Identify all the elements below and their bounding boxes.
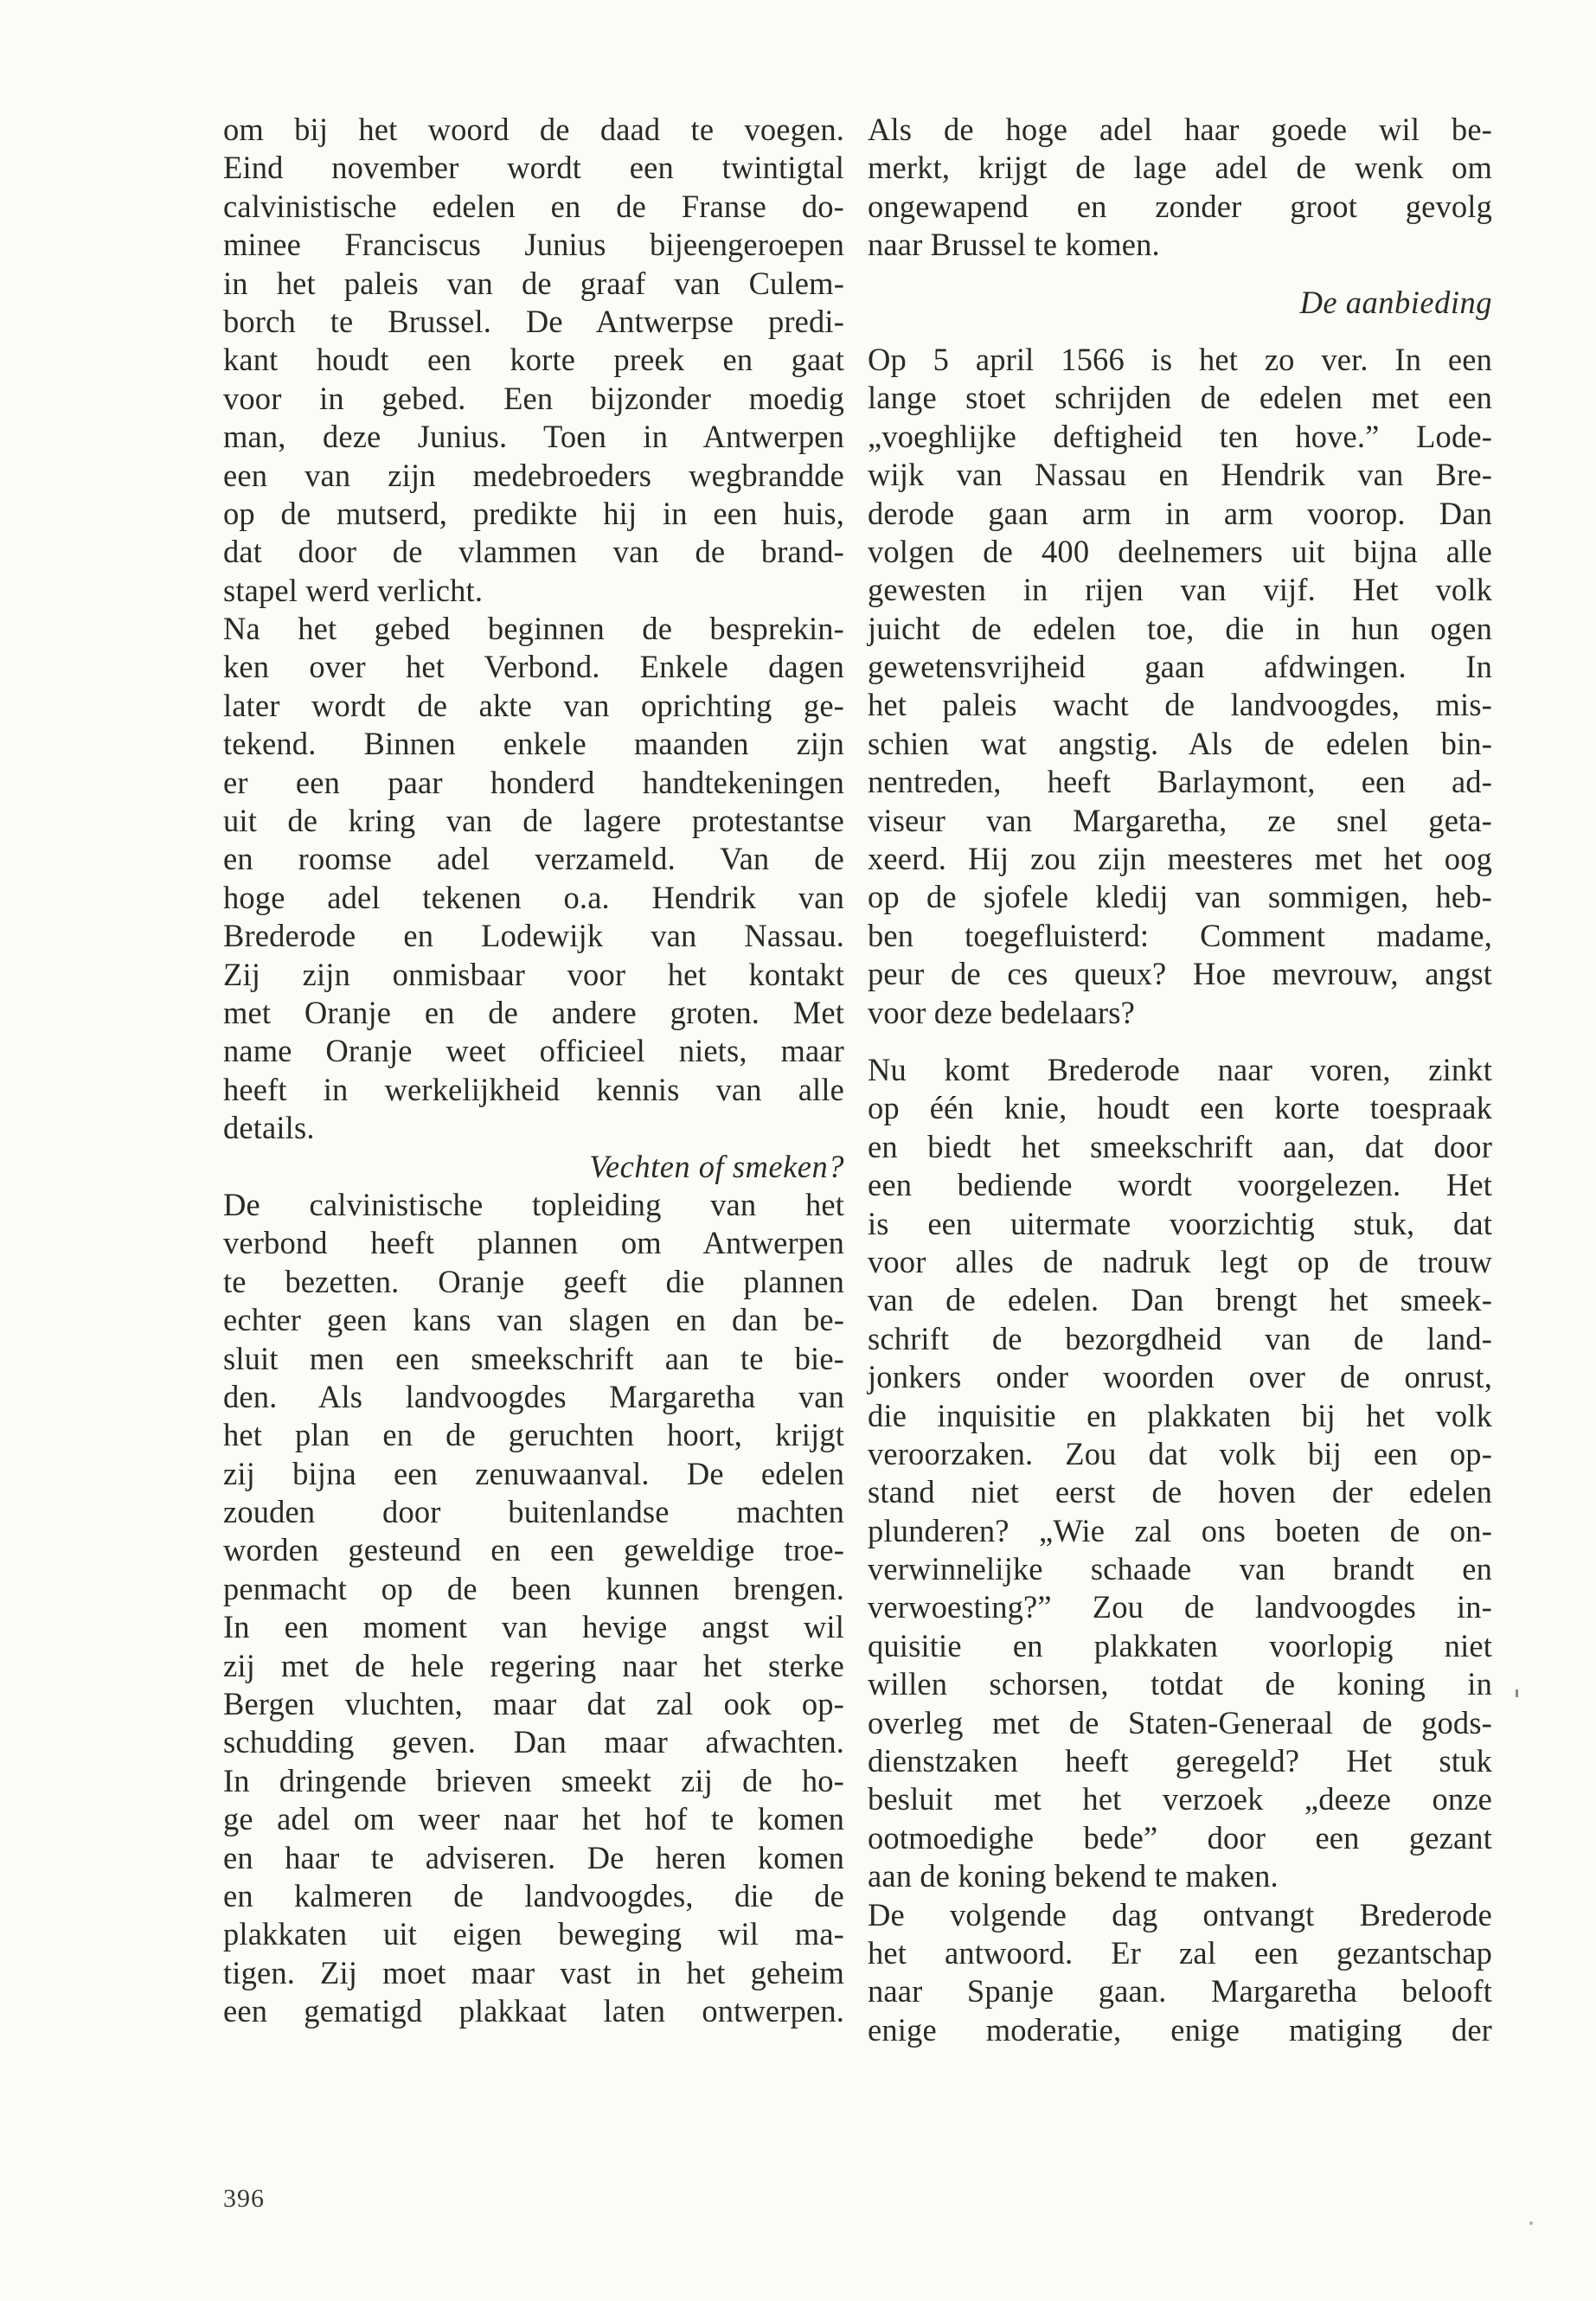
text-line: wijk van Nassau en Hendrik van Bre- — [868, 457, 1492, 493]
paragraph-gap — [868, 322, 1492, 341]
text-line: een bediende wordt voorgelezen. Het — [868, 1167, 1492, 1203]
text-line: dat door de vlammen van de brand- — [223, 534, 844, 570]
text-line: plakkaten uit eigen beweging wil ma- — [223, 1916, 844, 1952]
text-line: willen schorsen, totdat de koning in — [868, 1666, 1492, 1702]
text-line: Brederode en Lodewijk van Nassau. — [223, 918, 844, 954]
margin-dot — [1529, 2221, 1533, 2225]
text-line: een van zijn medebroeders wegbrandde — [223, 457, 844, 493]
text-line: sluit men een smeekschrift aan te bie- — [223, 1340, 844, 1376]
text-line: echter geen kans van slagen en dan be- — [223, 1302, 844, 1338]
text-line: uit de kring van de lagere protestantse — [223, 803, 844, 839]
text-line: schudding geven. Dan maar afwachten. — [223, 1724, 844, 1760]
text-line: viseur van Margaretha, ze snel geta- — [868, 802, 1492, 838]
text-line: penmacht op de been kunnen brengen. — [223, 1570, 844, 1606]
text-line: De calvinistische topleiding van het — [223, 1186, 844, 1222]
section-heading: De aanbieding — [1299, 284, 1492, 320]
text-line: en kalmeren de landvoogdes, die de — [223, 1877, 844, 1913]
text-line: stapel werd verlicht. — [223, 572, 484, 608]
text-line: verwinnelijke schaade van brandt en — [868, 1551, 1492, 1587]
text-line: voor in gebed. Een bijzonder moedig — [223, 380, 844, 416]
text-line: gewesten in rijen van vijf. Het volk — [868, 572, 1492, 608]
text-line: later wordt de akte van oprichting ge- — [223, 687, 844, 723]
text-line: besluit met het verzoek „deeze onze — [868, 1781, 1492, 1817]
text-line: is een uitermate voorzichtig stuk, dat — [868, 1205, 1492, 1241]
page-number: 396 — [223, 2184, 265, 2213]
text-line: Bergen vluchten, maar dat zal ook op- — [223, 1686, 844, 1722]
text-line: verwoesting?” Zou de landvoogdes in- — [868, 1589, 1492, 1625]
text-line: tigen. Zij moet maar vast in het geheim — [223, 1954, 844, 1990]
text-line: stand niet eerst de hoven der edelen — [868, 1474, 1492, 1510]
text-line: kant houdt een korte preek en gaat — [223, 342, 844, 378]
text-line: met Oranje en de andere groten. Met — [223, 994, 844, 1030]
text-line: name Oranje weet officieel niets, maar — [223, 1033, 844, 1069]
margin-mark — [1516, 1689, 1518, 1697]
text-line: ootmoedighe bede” door een gezant — [868, 1819, 1492, 1856]
text-line: naar Spanje gaan. Margaretha belooft — [868, 1973, 1492, 2009]
text-line: het paleis wacht de landvoogdes, mis- — [868, 687, 1492, 723]
text-line: en roomse adel verzameld. Van de — [223, 841, 844, 877]
text-line: zouden door buitenlandse machten — [223, 1494, 844, 1530]
text-line: den. Als landvoogdes Margaretha van — [223, 1378, 844, 1414]
text-line: het plan en de geruchten hoort, krijgt — [223, 1417, 844, 1453]
text-line: te bezetten. Oranje geeft die plannen — [223, 1263, 844, 1299]
text-line: xeerd. Hij zou zijn meesteres met het oog — [868, 841, 1492, 877]
text-line: een gematigd plakkaat laten ontwerpen. — [223, 1993, 844, 2029]
text-line: borch te Brussel. De Antwerpse predi- — [223, 303, 844, 339]
text-line: merkt, krijgt de lage adel de wenk om — [868, 150, 1492, 186]
text-line: details. — [223, 1110, 315, 1146]
text-line: man, deze Junius. Toen in Antwerpen — [223, 419, 844, 455]
text-line: veroorzaken. Zou dat volk bij een op- — [868, 1435, 1492, 1471]
text-line: zij bijna een zenuwaanval. De edelen — [223, 1455, 844, 1491]
text-line: In dringende brieven smeekt zij de ho- — [223, 1762, 844, 1798]
text-line: om bij het woord de daad te voegen. — [223, 112, 844, 147]
text-line: Na het gebed beginnen de besprekin- — [223, 611, 844, 647]
text-line: ben toegefluisterd: Comment madame, — [868, 917, 1492, 953]
text-line: derode gaan arm in arm voorop. Dan — [868, 495, 1492, 531]
text-line: naar Brussel te komen. — [868, 227, 1160, 263]
text-line: nentreden, heeft Barlaymont, een ad- — [868, 764, 1492, 800]
text-line: Zij zijn onmisbaar voor het kontakt — [223, 956, 844, 992]
text-line: overleg met de Staten-Generaal de gods- — [868, 1704, 1492, 1740]
text-line: verbond heeft plannen om Antwerpen — [223, 1225, 844, 1261]
text-line: calvinistische edelen en de Franse do- — [223, 188, 844, 224]
text-line: enige moderatie, enige matiging der — [868, 2011, 1492, 2048]
text-line: De volgende dag ontvangt Brederode — [868, 1896, 1492, 1932]
text-line: dienstzaken heeft geregeld? Het stuk — [868, 1743, 1492, 1779]
left-text-column — [223, 111, 844, 2031]
text-line: Eind november wordt een twintigtal — [223, 150, 844, 186]
text-line: tekend. Binnen enkele maanden zijn — [223, 726, 844, 762]
text-line: voor alles de nadruk legt op de trouw — [868, 1243, 1492, 1279]
text-line: er een paar honderd handtekeningen — [223, 764, 844, 800]
text-line: Op 5 april 1566 is het zo ver. In een — [868, 341, 1492, 377]
text-line: op de sjofele kledij van sommigen, heb- — [868, 879, 1492, 915]
text-line: die inquisitie en plakkaten bij het volk — [868, 1397, 1492, 1433]
text-line: worden gesteund en een geweldige troe- — [223, 1532, 844, 1568]
text-line: „voeghlijke deftigheid ten hove.” Lode- — [868, 418, 1492, 454]
text-line: schrift de bezorgdheid van de land- — [868, 1320, 1492, 1356]
text-line: zij met de hele regering naar het sterke — [223, 1647, 844, 1683]
text-line: peur de ces queux? Hoe mevrouw, angst — [868, 956, 1492, 992]
text-line: Als de hoge adel haar goede wil be- — [868, 112, 1492, 147]
right-text-column — [868, 111, 1492, 2049]
text-line: schien wat angstig. Als de edelen bin- — [868, 725, 1492, 761]
text-line: Nu komt Brederode naar voren, zinkt — [868, 1051, 1492, 1087]
text-line: van de edelen. Dan brengt het smeek- — [868, 1282, 1492, 1318]
text-line: In een moment van hevige angst wil — [223, 1609, 844, 1645]
text-line: volgen de 400 deelnemers uit bijna alle — [868, 533, 1492, 569]
text-line: het antwoord. Er zal een gezantschap — [868, 1934, 1492, 1971]
text-line: quisitie en plakkaten voorlopig niet — [868, 1627, 1492, 1663]
paragraph-gap — [868, 265, 1492, 284]
text-line: plunderen? „Wie zal ons boeten de on- — [868, 1512, 1492, 1548]
text-line: op één knie, houdt een korte toespraak — [868, 1090, 1492, 1126]
text-line: jonkers onder woorden over de onrust, — [868, 1359, 1492, 1395]
text-line: in het paleis van de graaf van Culem- — [223, 265, 844, 301]
text-line: ken over het Verbond. Enkele dagen — [223, 649, 844, 685]
text-line: juicht de edelen toe, die in hun ogen — [868, 610, 1492, 646]
section-heading: Vechten of smeken? — [589, 1148, 844, 1184]
text-line: heeft in werkelijkheid kennis van alle — [223, 1071, 844, 1107]
text-line: en haar te adviseren. De heren komen — [223, 1839, 844, 1875]
text-line: op de mutserd, predikte hij in een huis, — [223, 495, 844, 531]
text-line: minee Franciscus Junius bijeengeroepen — [223, 227, 844, 263]
text-line: ongewapend en zonder groot gevolg — [868, 188, 1492, 224]
text-line: lange stoet schrijden de edelen met een — [868, 380, 1492, 416]
text-line: gewetensvrijheid gaan afdwingen. In — [868, 649, 1492, 685]
paragraph-gap — [868, 1032, 1492, 1051]
text-line: voor deze bedelaars? — [868, 994, 1136, 1030]
text-line: ge adel om weer naar het hof te komen — [223, 1801, 844, 1837]
text-line: aan de koning bekend te maken. — [868, 1858, 1279, 1894]
text-line: en biedt het smeekschrift aan, dat door — [868, 1128, 1492, 1164]
text-line: hoge adel tekenen o.a. Hendrik van — [223, 879, 844, 915]
